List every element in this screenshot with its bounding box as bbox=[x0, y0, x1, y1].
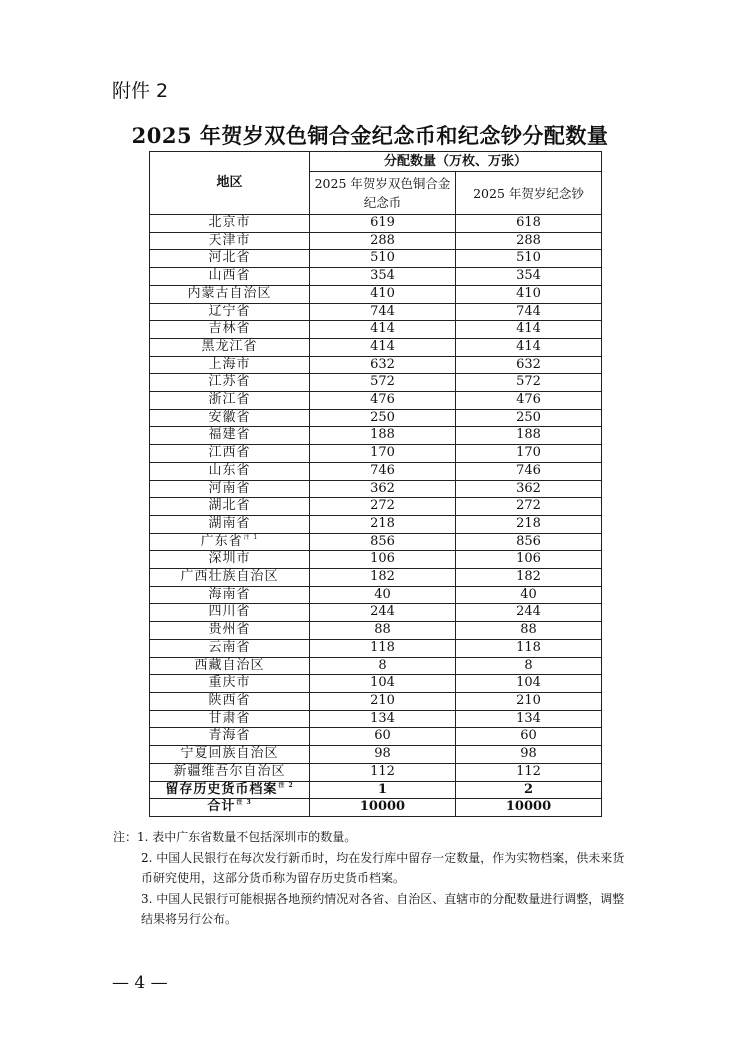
banknote-quantity-cell: 2 bbox=[456, 781, 602, 799]
region-name: 广西壮族自治区 bbox=[180, 569, 279, 585]
footnotes bbox=[113, 827, 633, 930]
banknote-quantity-cell: 510 bbox=[456, 250, 602, 268]
table-row bbox=[150, 657, 602, 675]
table-row bbox=[150, 215, 602, 233]
banknote-quantity-cell: 354 bbox=[456, 268, 602, 286]
region-name: 青海省 bbox=[208, 728, 251, 744]
table-row bbox=[150, 374, 602, 392]
coin-quantity-cell: 88 bbox=[310, 622, 456, 640]
region-cell bbox=[150, 515, 310, 533]
region-cell bbox=[150, 498, 310, 516]
region-cell bbox=[150, 728, 310, 746]
banknote-quantity-cell: 362 bbox=[456, 480, 602, 498]
region-cell bbox=[150, 303, 310, 321]
coin-quantity-cell: 354 bbox=[310, 268, 456, 286]
table-row bbox=[150, 746, 602, 764]
banknote-quantity-cell: 10000 bbox=[456, 799, 602, 817]
coin-quantity-cell: 188 bbox=[310, 427, 456, 445]
region-cell bbox=[150, 462, 310, 480]
table-row bbox=[150, 533, 602, 551]
coin-quantity-cell: 744 bbox=[310, 303, 456, 321]
region-cell bbox=[150, 746, 310, 764]
table-row bbox=[150, 445, 602, 463]
table-row bbox=[150, 515, 602, 533]
coin-quantity-cell: 112 bbox=[310, 763, 456, 781]
coin-quantity-cell: 134 bbox=[310, 710, 456, 728]
region-name: 湖南省 bbox=[208, 515, 251, 531]
region-cell bbox=[150, 250, 310, 268]
header-allocation-quantity: 分配数量（万枚、万张） bbox=[310, 152, 602, 172]
banknote-quantity-cell: 856 bbox=[456, 533, 602, 551]
banknote-quantity-cell: 188 bbox=[456, 427, 602, 445]
table-row bbox=[150, 639, 602, 657]
coin-quantity-cell: 746 bbox=[310, 462, 456, 480]
region-name: 陕西省 bbox=[208, 692, 251, 708]
coin-quantity-cell: 210 bbox=[310, 692, 456, 710]
coin-quantity-cell: 40 bbox=[310, 586, 456, 604]
table-row bbox=[150, 551, 602, 569]
banknote-quantity-cell: 572 bbox=[456, 374, 602, 392]
region-cell bbox=[150, 763, 310, 781]
banknote-quantity-cell: 744 bbox=[456, 303, 602, 321]
coin-quantity-cell: 414 bbox=[310, 338, 456, 356]
region-cell bbox=[150, 657, 310, 675]
region-name: 河南省 bbox=[208, 480, 251, 496]
banknote-quantity-cell: 218 bbox=[456, 515, 602, 533]
region-name: 西藏自治区 bbox=[194, 657, 265, 673]
banknote-quantity-cell: 618 bbox=[456, 215, 602, 233]
coin-quantity-cell: 104 bbox=[310, 675, 456, 693]
table-row bbox=[150, 356, 602, 374]
page-title: 2025 年贺岁双色铜合金纪念币和纪念钞分配数量 bbox=[131, 123, 609, 148]
region-name: 浙江省 bbox=[208, 392, 251, 408]
banknote-quantity-cell: 410 bbox=[456, 285, 602, 303]
region-name: 新疆维吾尔自治区 bbox=[173, 763, 286, 779]
banknote-quantity-cell: 98 bbox=[456, 746, 602, 764]
coin-quantity-cell: 244 bbox=[310, 604, 456, 622]
region-cell bbox=[150, 338, 310, 356]
footnote-marker: 注 1 bbox=[243, 533, 259, 541]
region-name: 重庆市 bbox=[208, 675, 251, 691]
region-name: 留存历史货币档案 bbox=[165, 781, 278, 797]
region-cell bbox=[150, 285, 310, 303]
region-cell bbox=[150, 533, 310, 551]
region-cell bbox=[150, 268, 310, 286]
coin-quantity-cell: 619 bbox=[310, 215, 456, 233]
region-cell bbox=[150, 321, 310, 339]
table-row bbox=[150, 409, 602, 427]
header-region: 地区 bbox=[150, 152, 310, 215]
region-cell bbox=[150, 604, 310, 622]
region-cell bbox=[150, 622, 310, 640]
table-body bbox=[150, 215, 602, 817]
region-cell bbox=[150, 692, 310, 710]
region-cell bbox=[150, 781, 310, 799]
region-cell bbox=[150, 569, 310, 587]
region-cell bbox=[150, 480, 310, 498]
table-row bbox=[150, 303, 602, 321]
footnote-2: 2. 中国人民银行在每次发行新币时，均在发行库中留存一定数量，作为实物档案，供未来货币研究使用，这部分货币称为留存历史货币档案。 bbox=[141, 850, 625, 885]
table-row bbox=[150, 799, 602, 817]
coin-quantity-cell: 1 bbox=[310, 781, 456, 799]
banknote-quantity-cell: 746 bbox=[456, 462, 602, 480]
region-cell bbox=[150, 639, 310, 657]
region-cell bbox=[150, 675, 310, 693]
banknote-quantity-cell: 60 bbox=[456, 728, 602, 746]
region-name: 辽宁省 bbox=[208, 303, 251, 319]
attachment-label: 附件 2 bbox=[112, 80, 169, 102]
region-cell bbox=[150, 799, 310, 817]
region-cell bbox=[150, 356, 310, 374]
region-cell bbox=[150, 445, 310, 463]
region-name: 山东省 bbox=[208, 462, 251, 478]
table-row bbox=[150, 622, 602, 640]
banknote-quantity-cell: 134 bbox=[456, 710, 602, 728]
footnote-3: 3. 中国人民银行可能根据各地预约情况对各省、自治区、直辖市的分配数量进行调整，调整结果将另行公布。 bbox=[141, 891, 625, 926]
table-row bbox=[150, 268, 602, 286]
table-row bbox=[150, 781, 602, 799]
banknote-quantity-cell: 104 bbox=[456, 675, 602, 693]
region-cell bbox=[150, 232, 310, 250]
banknote-quantity-cell: 250 bbox=[456, 409, 602, 427]
table-row bbox=[150, 498, 602, 516]
coin-quantity-cell: 106 bbox=[310, 551, 456, 569]
region-name: 吉林省 bbox=[208, 321, 251, 337]
coin-quantity-cell: 182 bbox=[310, 569, 456, 587]
coin-quantity-cell: 414 bbox=[310, 321, 456, 339]
region-name: 上海市 bbox=[208, 356, 251, 372]
coin-quantity-cell: 218 bbox=[310, 515, 456, 533]
coin-quantity-cell: 632 bbox=[310, 356, 456, 374]
page-number: — 4 — bbox=[112, 973, 168, 993]
region-name: 北京市 bbox=[208, 215, 251, 230]
banknote-quantity-cell: 106 bbox=[456, 551, 602, 569]
table-row bbox=[150, 250, 602, 268]
region-name: 江苏省 bbox=[208, 374, 251, 390]
banknote-quantity-cell: 170 bbox=[456, 445, 602, 463]
region-name: 宁夏回族自治区 bbox=[180, 746, 279, 762]
coin-quantity-cell: 8 bbox=[310, 657, 456, 675]
banknote-quantity-cell: 182 bbox=[456, 569, 602, 587]
banknote-quantity-cell: 476 bbox=[456, 392, 602, 410]
region-name: 广东省 bbox=[200, 533, 243, 549]
coin-quantity-cell: 118 bbox=[310, 639, 456, 657]
table-row bbox=[150, 338, 602, 356]
header-banknote: 2025 年贺岁纪念钞 bbox=[456, 172, 602, 215]
table-row bbox=[150, 692, 602, 710]
region-cell bbox=[150, 551, 310, 569]
region-cell bbox=[150, 392, 310, 410]
region-name: 安徽省 bbox=[208, 409, 251, 425]
table-row bbox=[150, 392, 602, 410]
table-row bbox=[150, 480, 602, 498]
coin-quantity-cell: 856 bbox=[310, 533, 456, 551]
table-row bbox=[150, 763, 602, 781]
table-row bbox=[150, 604, 602, 622]
region-name: 山西省 bbox=[208, 268, 251, 284]
table-row bbox=[150, 675, 602, 693]
region-cell bbox=[150, 409, 310, 427]
region-name: 内蒙古自治区 bbox=[187, 285, 272, 301]
coin-quantity-cell: 572 bbox=[310, 374, 456, 392]
region-name: 四川省 bbox=[208, 604, 251, 620]
banknote-quantity-cell: 244 bbox=[456, 604, 602, 622]
region-name: 河北省 bbox=[208, 250, 251, 266]
table-row bbox=[150, 710, 602, 728]
coin-quantity-cell: 250 bbox=[310, 409, 456, 427]
banknote-quantity-cell: 8 bbox=[456, 657, 602, 675]
coin-quantity-cell: 98 bbox=[310, 746, 456, 764]
banknote-quantity-cell: 632 bbox=[456, 356, 602, 374]
region-name: 贵州省 bbox=[208, 622, 251, 638]
coin-quantity-cell: 10000 bbox=[310, 799, 456, 817]
region-name: 黑龙江省 bbox=[201, 338, 258, 354]
table-row bbox=[150, 586, 602, 604]
region-name: 江西省 bbox=[208, 445, 251, 461]
banknote-quantity-cell: 118 bbox=[456, 639, 602, 657]
banknote-quantity-cell: 112 bbox=[456, 763, 602, 781]
table-row bbox=[150, 728, 602, 746]
table-row bbox=[150, 321, 602, 339]
region-name: 云南省 bbox=[208, 639, 251, 655]
region-name: 湖北省 bbox=[208, 498, 251, 514]
footnote-1: 注：1. 表中广东省数量不包括深圳市的数量。 bbox=[113, 830, 357, 844]
table-row bbox=[150, 427, 602, 445]
coin-quantity-cell: 362 bbox=[310, 480, 456, 498]
region-name: 天津市 bbox=[208, 232, 251, 248]
region-name: 甘肃省 bbox=[208, 710, 251, 726]
footnote-marker: 注 3 bbox=[236, 799, 252, 807]
region-name: 合计 bbox=[207, 799, 236, 815]
region-cell bbox=[150, 427, 310, 445]
banknote-quantity-cell: 210 bbox=[456, 692, 602, 710]
table-row bbox=[150, 569, 602, 587]
table-row bbox=[150, 462, 602, 480]
region-cell bbox=[150, 710, 310, 728]
coin-quantity-cell: 476 bbox=[310, 392, 456, 410]
region-cell bbox=[150, 215, 310, 233]
region-cell bbox=[150, 374, 310, 392]
coin-quantity-cell: 170 bbox=[310, 445, 456, 463]
region-name: 深圳市 bbox=[208, 551, 251, 567]
region-cell bbox=[150, 586, 310, 604]
banknote-quantity-cell: 88 bbox=[456, 622, 602, 640]
table-row bbox=[150, 285, 602, 303]
coin-quantity-cell: 288 bbox=[310, 232, 456, 250]
banknote-quantity-cell: 40 bbox=[456, 586, 602, 604]
banknote-quantity-cell: 414 bbox=[456, 338, 602, 356]
coin-quantity-cell: 410 bbox=[310, 285, 456, 303]
region-name: 福建省 bbox=[208, 427, 251, 443]
table-row bbox=[150, 232, 602, 250]
region-name: 海南省 bbox=[208, 586, 251, 602]
coin-quantity-cell: 272 bbox=[310, 498, 456, 516]
banknote-quantity-cell: 414 bbox=[456, 321, 602, 339]
banknote-quantity-cell: 288 bbox=[456, 232, 602, 250]
coin-quantity-cell: 60 bbox=[310, 728, 456, 746]
header-coin: 2025 年贺岁双色铜合金纪念币 bbox=[310, 172, 456, 215]
coin-quantity-cell: 510 bbox=[310, 250, 456, 268]
allocation-table bbox=[149, 151, 602, 817]
footnote-marker: 注 2 bbox=[278, 781, 294, 789]
banknote-quantity-cell: 272 bbox=[456, 498, 602, 516]
